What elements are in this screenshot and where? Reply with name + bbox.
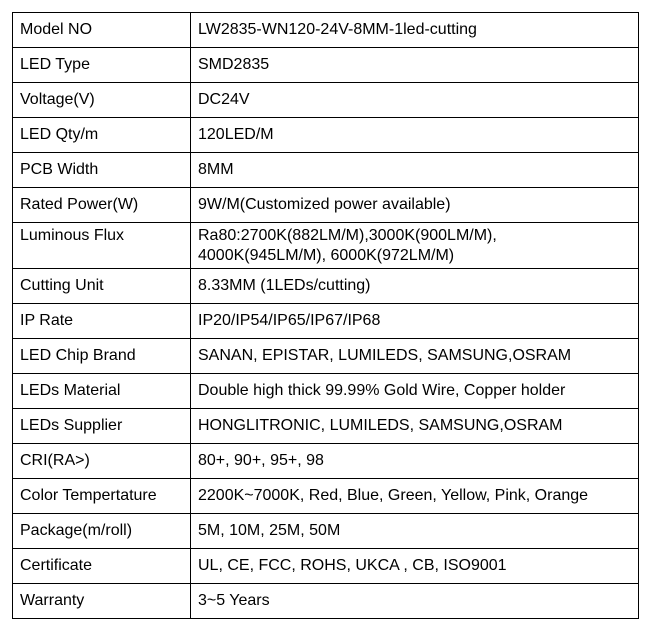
table-row-rated-power (13, 188, 639, 223)
row-label: Warranty (13, 584, 191, 619)
table-row-leds-supplier (13, 409, 639, 444)
table-row-package (13, 514, 639, 549)
table-row-color-temperature (13, 479, 639, 514)
table-row-voltage (13, 83, 639, 118)
row-value: UL, CE, FCC, ROHS, UKCA , CB, ISO9001 (191, 549, 639, 584)
table-row-led-type (13, 48, 639, 83)
row-label: Luminous Flux (13, 223, 191, 269)
row-value (191, 223, 639, 269)
row-value: 120LED/M (191, 118, 639, 153)
row-value: SMD2835 (191, 48, 639, 83)
row-label: Cutting Unit (13, 269, 191, 304)
row-value: 9W/M(Customized power available) (191, 188, 639, 223)
row-value: LW2835-WN120-24V-8MM-1led-cutting (191, 13, 639, 48)
row-label: LED Chip Brand (13, 339, 191, 374)
row-label: PCB Width (13, 153, 191, 188)
row-value: HONGLITRONIC, LUMILEDS, SAMSUNG,OSRAM (191, 409, 639, 444)
row-value: DC24V (191, 83, 639, 118)
row-label: Model NO (13, 13, 191, 48)
row-label: Color Tempertature (13, 479, 191, 514)
row-value: IP20/IP54/IP65/IP67/IP68 (191, 304, 639, 339)
row-label: IP Rate (13, 304, 191, 339)
spec-table (12, 12, 639, 619)
row-value: 3~5 Years (191, 584, 639, 619)
row-value: 2200K~7000K, Red, Blue, Green, Yellow, Pink, Orange (191, 479, 639, 514)
row-value: 8MM (191, 153, 639, 188)
table-row-luminous-flux (13, 223, 639, 269)
row-value-line: 4000K(945LM/M), 6000K(972LM/M) (198, 246, 455, 264)
table-row-certificate (13, 549, 639, 584)
row-value: Double high thick 99.99% Gold Wire, Copper holder (191, 374, 639, 409)
table-row-cri (13, 444, 639, 479)
table-row-ip-rate (13, 304, 639, 339)
row-value: 8.33MM (1LEDs/cutting) (191, 269, 639, 304)
table-row-cutting-unit (13, 269, 639, 304)
table-row-led-chip-brand (13, 339, 639, 374)
table-row-pcb-width (13, 153, 639, 188)
table-row-warranty (13, 584, 639, 619)
row-label: Rated Power(W) (13, 188, 191, 223)
row-value-line: Ra80:2700K(882LM/M),3000K(900LM/M), (198, 226, 497, 244)
table-row-led-qty (13, 118, 639, 153)
row-label: Voltage(V) (13, 83, 191, 118)
row-label: CRI(RA>) (13, 444, 191, 479)
row-label: Certificate (13, 549, 191, 584)
row-value: 80+, 90+, 95+, 98 (191, 444, 639, 479)
table-row-model-no (13, 13, 639, 48)
table-row-leds-material (13, 374, 639, 409)
row-label: LED Type (13, 48, 191, 83)
row-label: LEDs Supplier (13, 409, 191, 444)
row-label: LEDs Material (13, 374, 191, 409)
row-value: SANAN, EPISTAR, LUMILEDS, SAMSUNG,OSRAM (191, 339, 639, 374)
row-value: 5M, 10M, 25M, 50M (191, 514, 639, 549)
row-label: Package(m/roll) (13, 514, 191, 549)
row-label: LED Qty/m (13, 118, 191, 153)
